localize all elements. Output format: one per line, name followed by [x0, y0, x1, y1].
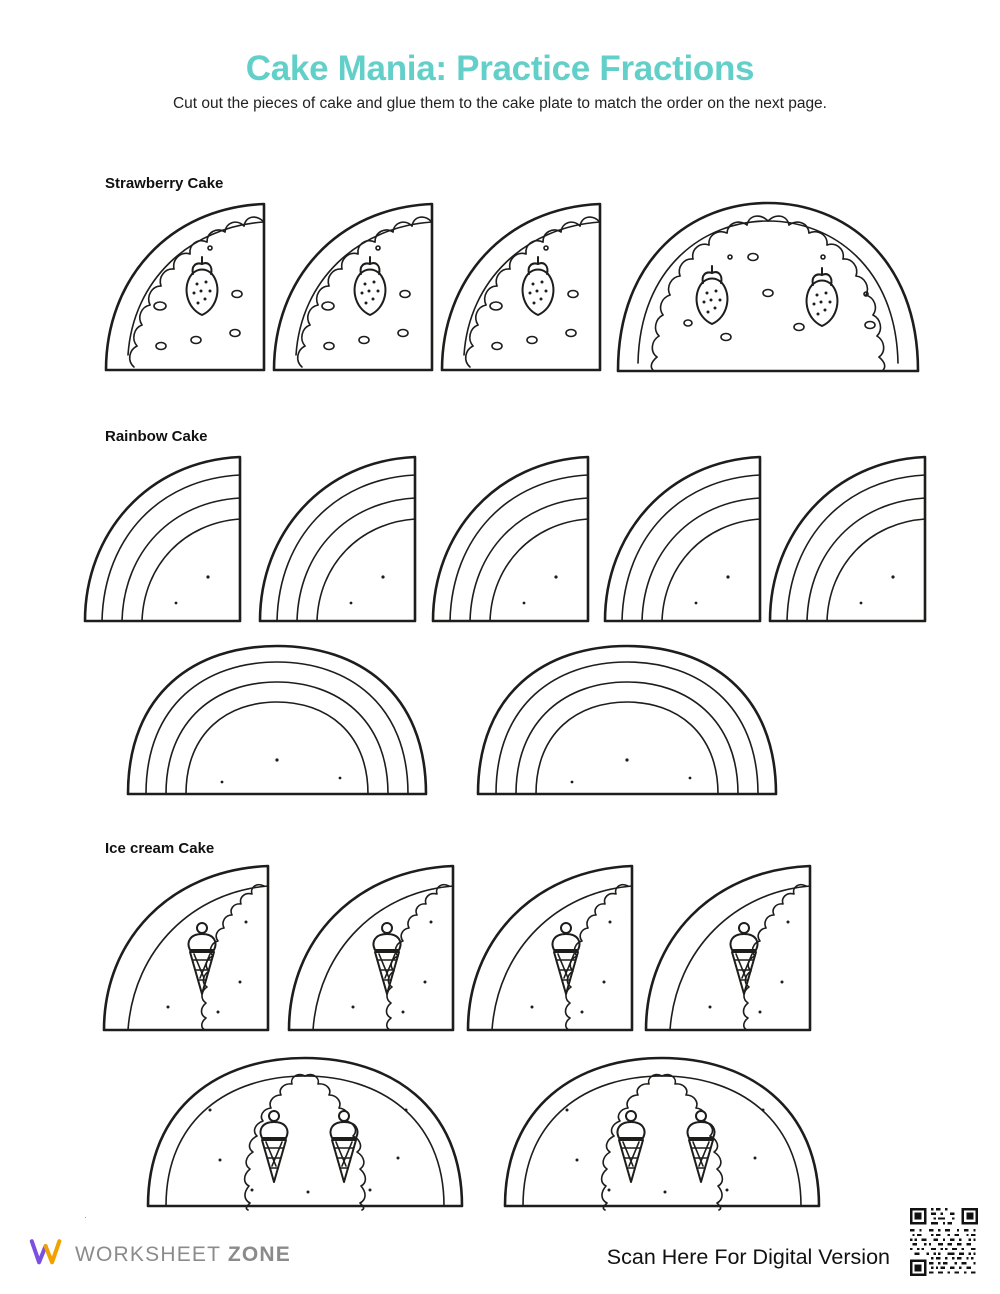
section-ice-cream: [0, 840, 1000, 1210]
cake-piece-rainbow-half-6[interactable]: [122, 640, 432, 798]
cake-piece-icecream-quarter-3[interactable]: [462, 862, 637, 1034]
qr-code-icon[interactable]: [910, 1208, 978, 1276]
cake-piece-rainbow-quarter-5[interactable]: [765, 453, 930, 625]
cake-piece-rainbow-quarter-2[interactable]: [255, 453, 420, 625]
cake-piece-rainbow-quarter-4[interactable]: [600, 453, 765, 625]
section-strawberry: [0, 175, 1000, 385]
cake-piece-icecream-quarter-2[interactable]: [283, 862, 458, 1034]
page-subtitle: Cut out the pieces of cake and glue them to the cake plate to match the order on the next page.: [172, 94, 827, 112]
page-footer: [0, 1204, 1000, 1294]
section-label-rainbow: Rainbow Cake: [105, 428, 208, 445]
cake-piece-strawberry-quarter-2[interactable]: [266, 200, 436, 375]
cake-piece-strawberry-quarter-1[interactable]: [98, 200, 268, 375]
scan-here-text: Scan Here For Digital Version: [606, 1245, 890, 1269]
cake-piece-strawberry-quarter-3[interactable]: [434, 200, 604, 375]
brand-word-zone: ZONE: [227, 1243, 291, 1266]
page-title: Cake Mania: Practice Fractions: [245, 49, 755, 88]
cake-piece-icecream-half-5[interactable]: [140, 1050, 470, 1210]
brand-logo-group: [30, 1238, 291, 1272]
cake-piece-rainbow-quarter-1[interactable]: [80, 453, 245, 625]
cake-piece-icecream-quarter-4[interactable]: [640, 862, 815, 1034]
cake-piece-rainbow-quarter-3[interactable]: [428, 453, 593, 625]
cake-piece-icecream-half-6[interactable]: [497, 1050, 827, 1210]
worksheet-zone-logo-icon: [30, 1238, 66, 1272]
cake-piece-strawberry-half-4[interactable]: [608, 197, 928, 375]
cake-piece-icecream-quarter-1[interactable]: [98, 862, 273, 1034]
brand-text: [75, 1243, 291, 1267]
brand-word-worksheet: WORKSHEET: [75, 1243, 221, 1266]
section-label-ice-cream: Ice cream Cake: [105, 840, 215, 857]
section-rainbow: [0, 428, 1000, 808]
registration-mark: ·: [84, 1212, 87, 1222]
section-label-strawberry: Strawberry Cake: [105, 175, 224, 192]
cake-piece-rainbow-half-7[interactable]: [472, 640, 782, 798]
